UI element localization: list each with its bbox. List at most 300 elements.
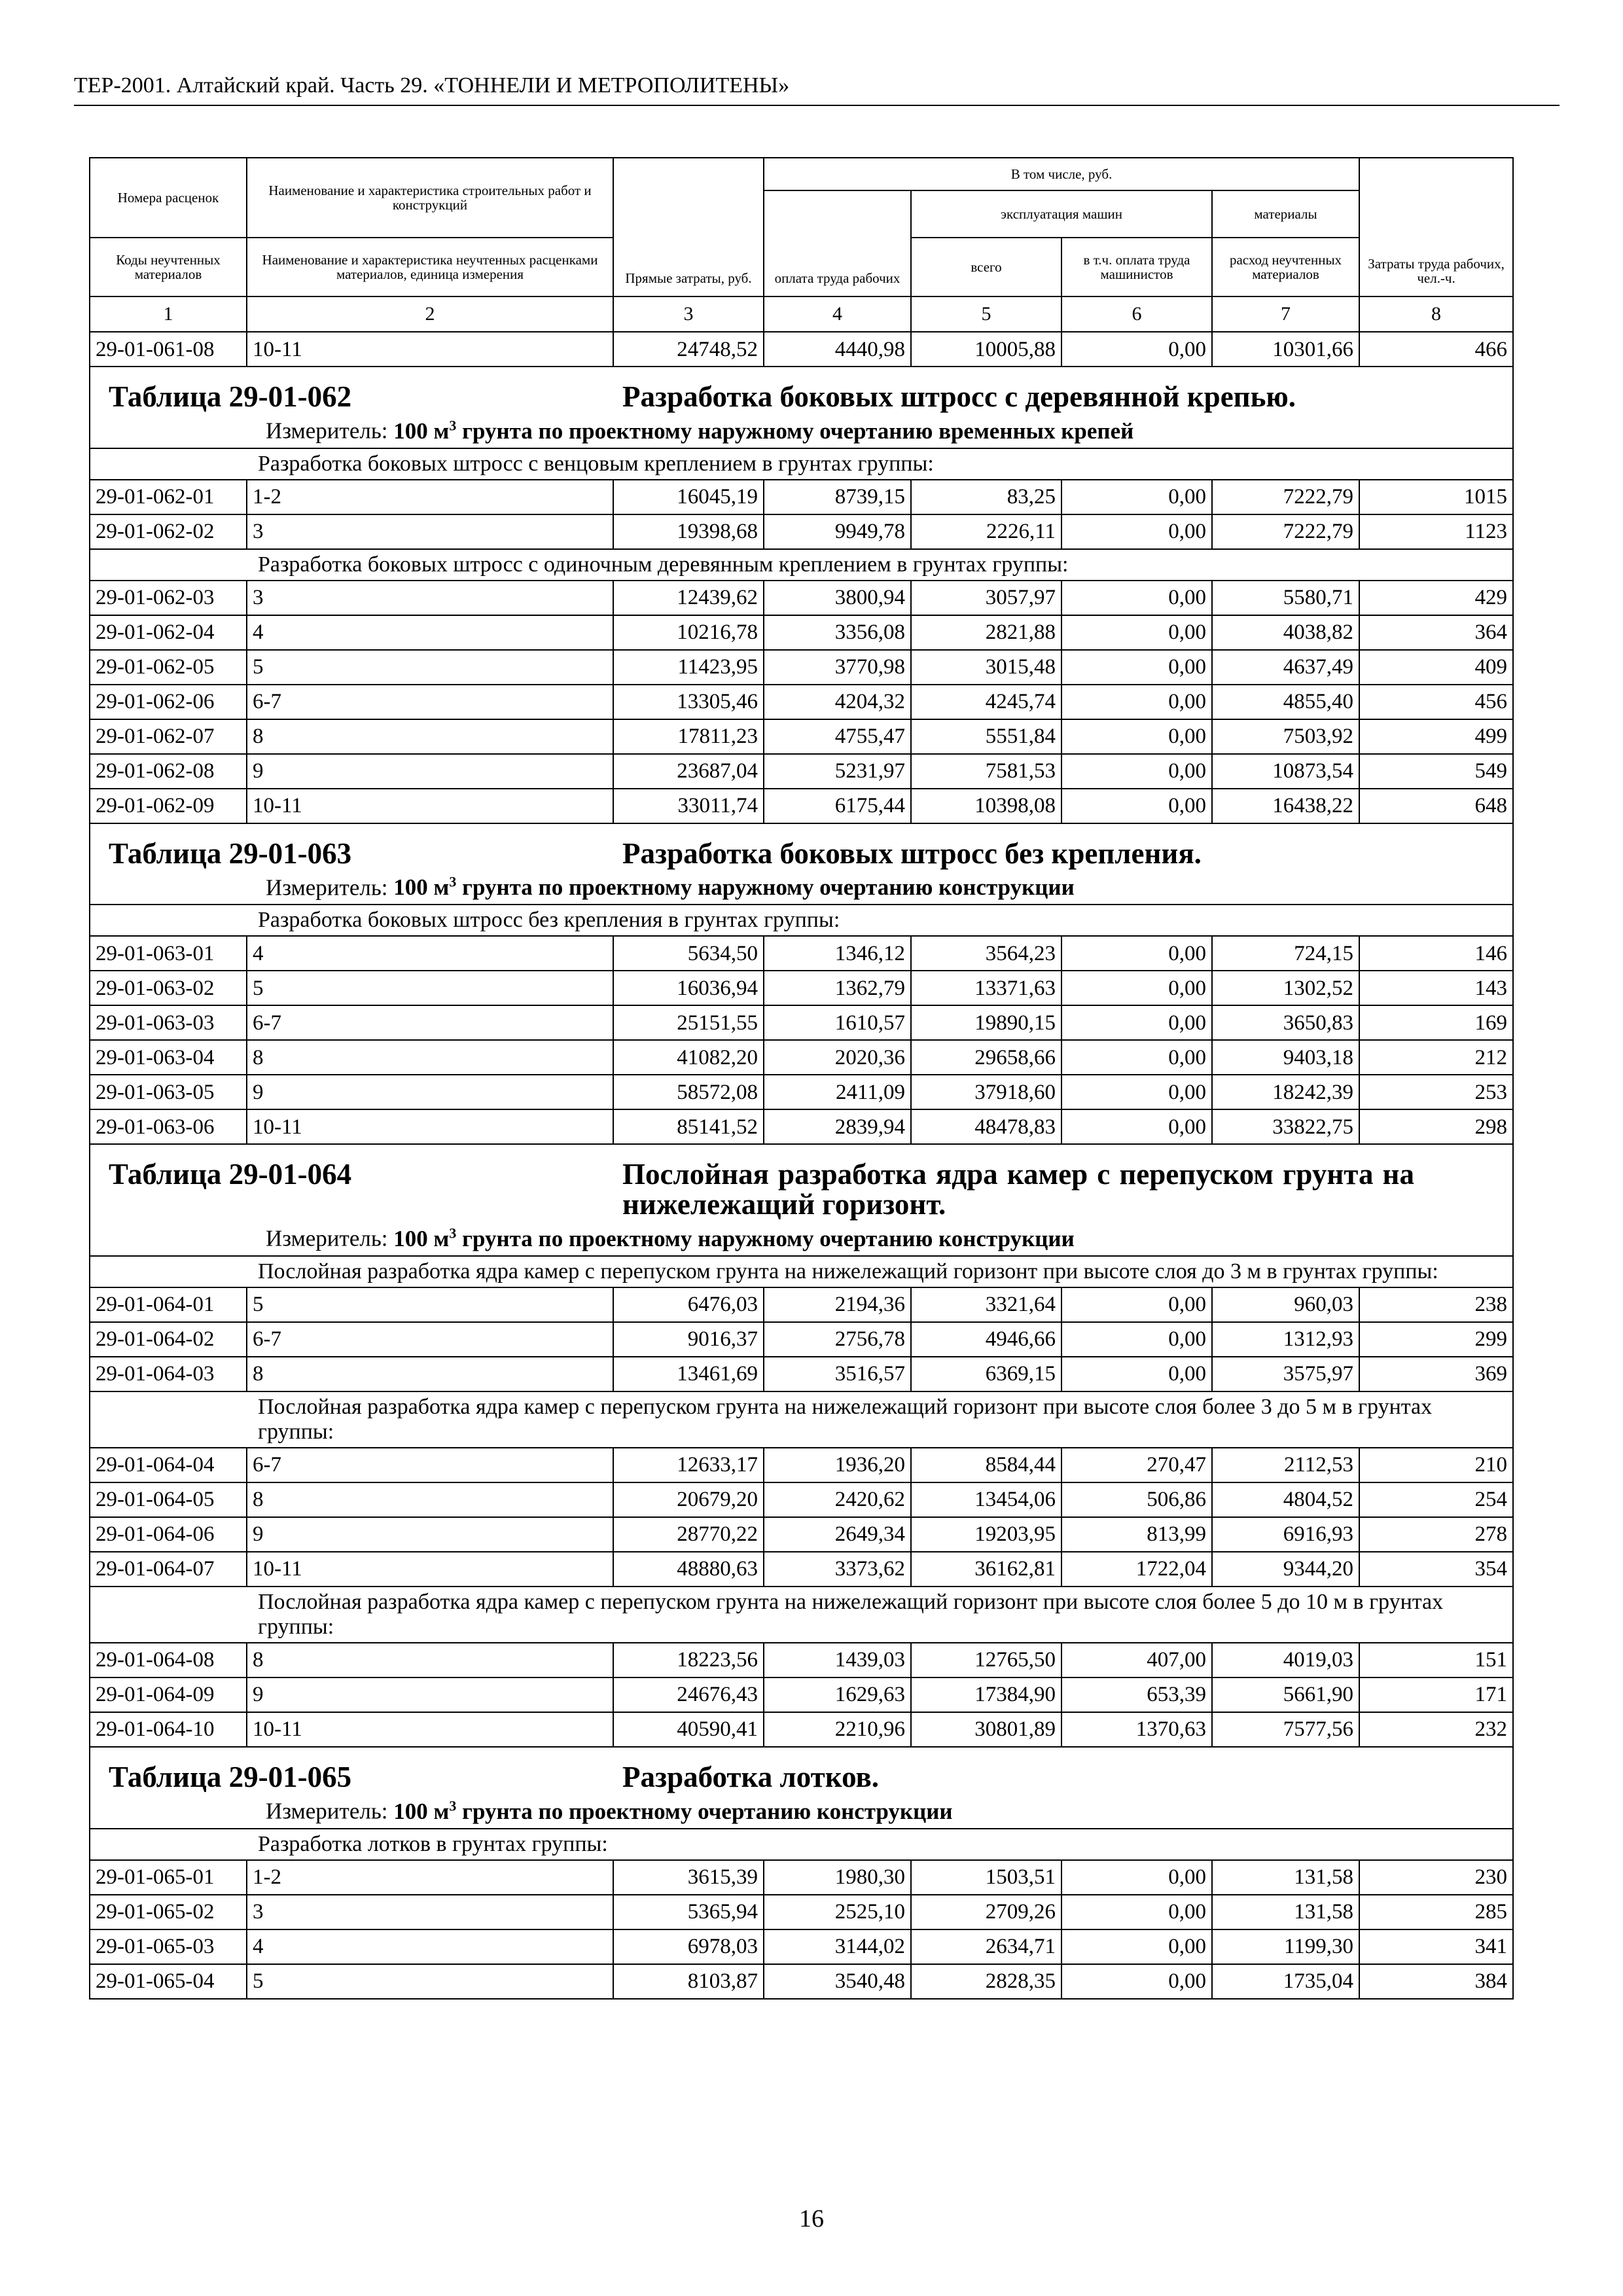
table-name: Разработка боковых штросс без крепления. bbox=[622, 836, 1202, 870]
soil-group: 9 bbox=[247, 1075, 613, 1109]
machines-value: 3564,23 bbox=[911, 936, 1061, 971]
rate-code: 29-01-064-02 bbox=[90, 1322, 247, 1357]
machinist-wages-value: 0,00 bbox=[1061, 581, 1212, 615]
soil-group: 5 bbox=[247, 1964, 613, 1999]
machines-value: 7581,53 bbox=[911, 754, 1061, 789]
page-number: 16 bbox=[799, 2205, 824, 2233]
wages-value: 5231,97 bbox=[764, 754, 911, 789]
section-heading: Разработка боковых штросс без крепления в грунтах группы: bbox=[90, 905, 1513, 936]
machinist-wages-value: 0,00 bbox=[1061, 650, 1212, 685]
labor-value: 341 bbox=[1359, 1929, 1513, 1964]
direct-costs-value: 19398,68 bbox=[613, 514, 764, 549]
table-title-cell bbox=[90, 1144, 1513, 1256]
rate-code: 29-01-062-05 bbox=[90, 650, 247, 685]
labor-value: 648 bbox=[1359, 789, 1513, 823]
labor-value: 369 bbox=[1359, 1357, 1513, 1391]
wages-value: 1629,63 bbox=[764, 1677, 911, 1712]
direct-costs-value: 3615,39 bbox=[613, 1860, 764, 1895]
labor-value: 171 bbox=[1359, 1677, 1513, 1712]
direct-costs-value: 48880,63 bbox=[613, 1552, 764, 1587]
materials-value: 5661,90 bbox=[1212, 1677, 1359, 1712]
measure-unit bbox=[96, 870, 1507, 905]
direct-costs-value: 58572,08 bbox=[613, 1075, 764, 1109]
table-row bbox=[90, 480, 1513, 514]
direct-costs-value: 40590,41 bbox=[613, 1712, 764, 1747]
materials-value: 1302,52 bbox=[1212, 971, 1359, 1005]
wages-value: 2839,94 bbox=[764, 1109, 911, 1144]
direct-costs-value: 20679,20 bbox=[613, 1482, 764, 1517]
labor-value: 354 bbox=[1359, 1552, 1513, 1587]
measure-value-text: 100 м bbox=[393, 874, 450, 901]
soil-group: 3 bbox=[247, 1895, 613, 1929]
soil-group: 5 bbox=[247, 650, 613, 685]
machines-value: 1503,51 bbox=[911, 1860, 1061, 1895]
rate-code: 29-01-064-05 bbox=[90, 1482, 247, 1517]
measure-value bbox=[393, 1799, 952, 1824]
direct-costs-value: 12633,17 bbox=[613, 1448, 764, 1482]
measure-value-text: 100 м bbox=[393, 1225, 450, 1251]
table-row bbox=[90, 1929, 1513, 1964]
table-name: Разработка лотков. bbox=[622, 1760, 880, 1793]
soil-group: 10-11 bbox=[247, 332, 613, 367]
rate-code: 29-01-065-02 bbox=[90, 1895, 247, 1929]
table-row bbox=[90, 719, 1513, 754]
col-machine-total: всего bbox=[911, 238, 1061, 296]
soil-group: 1-2 bbox=[247, 480, 613, 514]
machinist-wages-value: 0,00 bbox=[1061, 480, 1212, 514]
rate-code: 29-01-062-06 bbox=[90, 685, 247, 719]
wages-value: 3540,48 bbox=[764, 1964, 911, 1999]
materials-value: 10301,66 bbox=[1212, 332, 1359, 367]
materials-value: 5580,71 bbox=[1212, 581, 1359, 615]
wages-value: 2525,10 bbox=[764, 1895, 911, 1929]
rate-code: 29-01-062-07 bbox=[90, 719, 247, 754]
table-row bbox=[90, 1287, 1513, 1322]
machinist-wages-value: 0,00 bbox=[1061, 1860, 1212, 1895]
soil-group: 1-2 bbox=[247, 1860, 613, 1895]
table-row bbox=[90, 971, 1513, 1005]
table-number: Таблица 29-01-062 bbox=[109, 380, 352, 413]
soil-group: 10-11 bbox=[247, 789, 613, 823]
materials-value: 10873,54 bbox=[1212, 754, 1359, 789]
measure-value bbox=[393, 1226, 1075, 1251]
col-machine-operation: эксплуатация машин bbox=[911, 190, 1212, 238]
soil-group: 8 bbox=[247, 1482, 613, 1517]
labor-value: 151 bbox=[1359, 1643, 1513, 1677]
labor-value: 298 bbox=[1359, 1109, 1513, 1144]
materials-value: 3650,83 bbox=[1212, 1005, 1359, 1040]
soil-group: 8 bbox=[247, 719, 613, 754]
machinist-wages-value: 0,00 bbox=[1061, 1287, 1212, 1322]
materials-value: 9403,18 bbox=[1212, 1040, 1359, 1075]
wages-value: 1610,57 bbox=[764, 1005, 911, 1040]
machines-value: 2709,26 bbox=[911, 1895, 1061, 1929]
direct-costs-value: 16036,94 bbox=[613, 971, 764, 1005]
table-row bbox=[90, 1677, 1513, 1712]
soil-group: 5 bbox=[247, 1287, 613, 1322]
labor-value: 212 bbox=[1359, 1040, 1513, 1075]
wages-value: 2649,34 bbox=[764, 1517, 911, 1552]
direct-costs-value: 23687,04 bbox=[613, 754, 764, 789]
table-title bbox=[96, 1145, 1507, 1219]
wages-value: 8739,15 bbox=[764, 480, 911, 514]
measure-value bbox=[393, 874, 1075, 900]
machinist-wages-value: 270,47 bbox=[1061, 1448, 1212, 1482]
measure-description: грунта по проектному наружному очертанию временных крепей bbox=[462, 418, 1134, 444]
direct-costs-value: 9016,37 bbox=[613, 1322, 764, 1357]
table-row bbox=[90, 1482, 1513, 1517]
table-row bbox=[90, 1712, 1513, 1747]
rate-code: 29-01-062-09 bbox=[90, 789, 247, 823]
machinist-wages-value: 0,00 bbox=[1061, 685, 1212, 719]
labor-value: 364 bbox=[1359, 615, 1513, 650]
labor-value: 238 bbox=[1359, 1287, 1513, 1322]
materials-value: 131,58 bbox=[1212, 1860, 1359, 1895]
wages-value: 4204,32 bbox=[764, 685, 911, 719]
machines-value: 36162,81 bbox=[911, 1552, 1061, 1587]
measure-label: Измеритель: bbox=[266, 418, 388, 444]
machines-value: 3321,64 bbox=[911, 1287, 1061, 1322]
table-title-cell bbox=[90, 1747, 1513, 1829]
machines-value: 48478,83 bbox=[911, 1109, 1061, 1144]
machinist-wages-value: 0,00 bbox=[1061, 1964, 1212, 1999]
direct-costs-value: 6978,03 bbox=[613, 1929, 764, 1964]
machinist-wages-value: 0,00 bbox=[1061, 754, 1212, 789]
machines-value: 4946,66 bbox=[911, 1322, 1061, 1357]
measure-unit bbox=[96, 413, 1507, 448]
wages-value: 3373,62 bbox=[764, 1552, 911, 1587]
rate-code: 29-01-064-01 bbox=[90, 1287, 247, 1322]
wages-value: 2420,62 bbox=[764, 1482, 911, 1517]
machines-value: 4245,74 bbox=[911, 685, 1061, 719]
machinist-wages-value: 813,99 bbox=[1061, 1517, 1212, 1552]
labor-value: 253 bbox=[1359, 1075, 1513, 1109]
materials-value: 7577,56 bbox=[1212, 1712, 1359, 1747]
table-row bbox=[90, 332, 1513, 367]
machinist-wages-value: 0,00 bbox=[1061, 789, 1212, 823]
labor-value: 285 bbox=[1359, 1895, 1513, 1929]
col-name: Наименование и характеристика строительных работ и конструкций bbox=[247, 158, 613, 238]
col-name-unaccounted: Наименование и характеристика неучтенных расценками материалов, единица измерения bbox=[247, 238, 613, 296]
table-name: Послойная разработка ядра камер с перепуском грунта на нижележащий горизонт. bbox=[622, 1158, 1414, 1221]
soil-group: 9 bbox=[247, 1677, 613, 1712]
machinist-wages-value: 0,00 bbox=[1061, 1075, 1212, 1109]
col-materials-unaccounted: расход неучтенных материалов bbox=[1212, 238, 1359, 296]
wages-value: 4440,98 bbox=[764, 332, 911, 367]
table-row bbox=[90, 789, 1513, 823]
machinist-wages-value: 0,00 bbox=[1061, 1040, 1212, 1075]
table-number: Таблица 29-01-065 bbox=[109, 1760, 352, 1793]
direct-costs-value: 11423,95 bbox=[613, 650, 764, 685]
section-heading-row bbox=[90, 905, 1513, 936]
soil-group: 8 bbox=[247, 1040, 613, 1075]
soil-group: 10-11 bbox=[247, 1552, 613, 1587]
machinist-wages-value: 1370,63 bbox=[1061, 1712, 1212, 1747]
col-materials: материалы bbox=[1212, 190, 1359, 238]
soil-group: 9 bbox=[247, 754, 613, 789]
direct-costs-value: 25151,55 bbox=[613, 1005, 764, 1040]
section-heading: Послойная разработка ядра камер с перепуском грунта на нижележащий горизонт при высоте слоя более 5 до 10 м в грунтах группы: bbox=[90, 1587, 1513, 1643]
wages-value: 3516,57 bbox=[764, 1357, 911, 1391]
measure-superscript: 3 bbox=[449, 1225, 457, 1242]
table-row bbox=[90, 1964, 1513, 1999]
labor-value: 429 bbox=[1359, 581, 1513, 615]
machines-value: 3057,97 bbox=[911, 581, 1061, 615]
direct-costs-value: 10216,78 bbox=[613, 615, 764, 650]
labor-value: 456 bbox=[1359, 685, 1513, 719]
rate-code: 29-01-062-03 bbox=[90, 581, 247, 615]
machinist-wages-value: 0,00 bbox=[1061, 719, 1212, 754]
soil-group: 8 bbox=[247, 1357, 613, 1391]
table-title bbox=[96, 1748, 1507, 1792]
direct-costs-value: 41082,20 bbox=[613, 1040, 764, 1075]
measure-superscript: 3 bbox=[449, 417, 457, 433]
rate-code: 29-01-065-01 bbox=[90, 1860, 247, 1895]
header-rule bbox=[74, 105, 1560, 106]
soil-group: 4 bbox=[247, 936, 613, 971]
machinist-wages-value: 0,00 bbox=[1061, 1005, 1212, 1040]
labor-value: 169 bbox=[1359, 1005, 1513, 1040]
machinist-wages-value: 407,00 bbox=[1061, 1643, 1212, 1677]
table-title-cell bbox=[90, 367, 1513, 448]
machinist-wages-value: 1722,04 bbox=[1061, 1552, 1212, 1587]
section-heading-row bbox=[90, 1587, 1513, 1643]
col-wages: оплата труда рабочих bbox=[764, 190, 911, 296]
section-heading-row bbox=[90, 549, 1513, 581]
wages-value: 2411,09 bbox=[764, 1075, 911, 1109]
wages-value: 9949,78 bbox=[764, 514, 911, 549]
direct-costs-value: 28770,22 bbox=[613, 1517, 764, 1552]
rate-code: 29-01-063-02 bbox=[90, 971, 247, 1005]
table-name: Разработка боковых штросс с деревянной крепью. bbox=[622, 380, 1296, 413]
page-header: ТЕР-2001. Алтайский край. Часть 29. «ТОННЕЛИ И МЕТРОПОЛИТЕНЫ» bbox=[74, 73, 790, 98]
labor-value: 210 bbox=[1359, 1448, 1513, 1482]
machines-value: 19890,15 bbox=[911, 1005, 1061, 1040]
materials-value: 2112,53 bbox=[1212, 1448, 1359, 1482]
soil-group: 10-11 bbox=[247, 1109, 613, 1144]
labor-value: 146 bbox=[1359, 936, 1513, 971]
column-numbers-row bbox=[90, 296, 1513, 332]
materials-value: 4804,52 bbox=[1212, 1482, 1359, 1517]
soil-group: 10-11 bbox=[247, 1712, 613, 1747]
wages-value: 1362,79 bbox=[764, 971, 911, 1005]
measure-value bbox=[393, 418, 1133, 444]
table-row bbox=[90, 1552, 1513, 1587]
direct-costs-value: 5634,50 bbox=[613, 936, 764, 971]
table-row bbox=[90, 1448, 1513, 1482]
machines-value: 2634,71 bbox=[911, 1929, 1061, 1964]
machinist-wages-value: 0,00 bbox=[1061, 1929, 1212, 1964]
column-number: 1 bbox=[90, 296, 247, 332]
machinist-wages-value: 653,39 bbox=[1061, 1677, 1212, 1712]
table-row bbox=[90, 1075, 1513, 1109]
measure-unit bbox=[96, 1793, 1507, 1828]
table-title-cell bbox=[90, 823, 1513, 905]
table-number: Таблица 29-01-064 bbox=[109, 1158, 352, 1191]
soil-group: 6-7 bbox=[247, 1448, 613, 1482]
measure-description: грунта по проектному наружному очертанию конструкции bbox=[462, 874, 1075, 901]
soil-group: 4 bbox=[247, 1929, 613, 1964]
wages-value: 2756,78 bbox=[764, 1322, 911, 1357]
labor-value: 278 bbox=[1359, 1517, 1513, 1552]
direct-costs-value: 85141,52 bbox=[613, 1109, 764, 1144]
col-including: В том числе, руб. bbox=[764, 158, 1359, 190]
rate-code: 29-01-063-01 bbox=[90, 936, 247, 971]
column-number: 8 bbox=[1359, 296, 1513, 332]
measure-value-text: 100 м bbox=[393, 418, 450, 444]
table-title bbox=[96, 824, 1507, 869]
materials-value: 131,58 bbox=[1212, 1895, 1359, 1929]
table-title bbox=[96, 367, 1507, 412]
measure-superscript: 3 bbox=[449, 1797, 457, 1814]
direct-costs-value: 8103,87 bbox=[613, 1964, 764, 1999]
direct-costs-value: 5365,94 bbox=[613, 1895, 764, 1929]
table-title-row bbox=[90, 1747, 1513, 1829]
section-heading: Послойная разработка ядра камер с перепуском грунта на нижележащий горизонт при высоте слоя более 3 до 5 м в грунтах группы: bbox=[90, 1391, 1513, 1448]
materials-value: 16438,22 bbox=[1212, 789, 1359, 823]
materials-value: 4019,03 bbox=[1212, 1643, 1359, 1677]
machines-value: 2828,35 bbox=[911, 1964, 1061, 1999]
direct-costs-value: 13305,46 bbox=[613, 685, 764, 719]
col-codes-unaccounted: Коды неучтенных материалов bbox=[90, 238, 247, 296]
table-row bbox=[90, 685, 1513, 719]
table-row bbox=[90, 754, 1513, 789]
measure-description: грунта по проектному наружному очертанию конструкции bbox=[462, 1225, 1075, 1251]
materials-value: 3575,97 bbox=[1212, 1357, 1359, 1391]
rate-code: 29-01-062-02 bbox=[90, 514, 247, 549]
materials-value: 4637,49 bbox=[1212, 650, 1359, 685]
rate-code: 29-01-064-03 bbox=[90, 1357, 247, 1391]
materials-value: 1199,30 bbox=[1212, 1929, 1359, 1964]
wages-value: 6175,44 bbox=[764, 789, 911, 823]
measure-description: грунта по проектному очертанию конструкции bbox=[462, 1798, 953, 1824]
machines-value: 2226,11 bbox=[911, 514, 1061, 549]
machinist-wages-value: 0,00 bbox=[1061, 514, 1212, 549]
rate-code: 29-01-064-09 bbox=[90, 1677, 247, 1712]
rate-code: 29-01-064-07 bbox=[90, 1552, 247, 1587]
rate-code: 29-01-065-03 bbox=[90, 1929, 247, 1964]
col-machine-wages: в т.ч. оплата труда машинистов bbox=[1061, 238, 1212, 296]
soil-group: 3 bbox=[247, 581, 613, 615]
labor-value: 499 bbox=[1359, 719, 1513, 754]
labor-value: 254 bbox=[1359, 1482, 1513, 1517]
machines-value: 13371,63 bbox=[911, 971, 1061, 1005]
direct-costs-value: 13461,69 bbox=[613, 1357, 764, 1391]
wages-value: 2020,36 bbox=[764, 1040, 911, 1075]
direct-costs-value: 6476,03 bbox=[613, 1287, 764, 1322]
soil-group: 6-7 bbox=[247, 685, 613, 719]
rate-code: 29-01-062-04 bbox=[90, 615, 247, 650]
machinist-wages-value: 0,00 bbox=[1061, 971, 1212, 1005]
labor-value: 549 bbox=[1359, 754, 1513, 789]
direct-costs-value: 18223,56 bbox=[613, 1643, 764, 1677]
direct-costs-value: 12439,62 bbox=[613, 581, 764, 615]
wages-value: 3144,02 bbox=[764, 1929, 911, 1964]
machines-value: 19203,95 bbox=[911, 1517, 1061, 1552]
table-title-row bbox=[90, 367, 1513, 448]
machinist-wages-value: 0,00 bbox=[1061, 1357, 1212, 1391]
materials-value: 1735,04 bbox=[1212, 1964, 1359, 1999]
direct-costs-value: 33011,74 bbox=[613, 789, 764, 823]
machinist-wages-value: 0,00 bbox=[1061, 936, 1212, 971]
wages-value: 2194,36 bbox=[764, 1287, 911, 1322]
column-number: 2 bbox=[247, 296, 613, 332]
soil-group: 9 bbox=[247, 1517, 613, 1552]
materials-value: 960,03 bbox=[1212, 1287, 1359, 1322]
rates-table bbox=[89, 157, 1514, 2000]
materials-value: 7222,79 bbox=[1212, 514, 1359, 549]
rate-code: 29-01-063-06 bbox=[90, 1109, 247, 1144]
rate-code: 29-01-064-10 bbox=[90, 1712, 247, 1747]
wages-value: 3356,08 bbox=[764, 615, 911, 650]
labor-value: 232 bbox=[1359, 1712, 1513, 1747]
section-heading: Разработка боковых штросс с одиночным деревянным креплением в грунтах группы: bbox=[90, 549, 1513, 581]
machines-value: 10005,88 bbox=[911, 332, 1061, 367]
table-row bbox=[90, 936, 1513, 971]
table-row bbox=[90, 1517, 1513, 1552]
section-heading: Разработка лотков в грунтах группы: bbox=[90, 1829, 1513, 1860]
labor-value: 409 bbox=[1359, 650, 1513, 685]
machinist-wages-value: 0,00 bbox=[1061, 1109, 1212, 1144]
col-rates-number: Номера расценок bbox=[90, 158, 247, 238]
table-title-row bbox=[90, 823, 1513, 905]
wages-value: 1346,12 bbox=[764, 936, 911, 971]
labor-value: 299 bbox=[1359, 1322, 1513, 1357]
materials-value: 7222,79 bbox=[1212, 480, 1359, 514]
table-number: Таблица 29-01-063 bbox=[109, 836, 352, 870]
column-number: 6 bbox=[1061, 296, 1212, 332]
machines-value: 5551,84 bbox=[911, 719, 1061, 754]
column-number: 3 bbox=[613, 296, 764, 332]
wages-value: 2210,96 bbox=[764, 1712, 911, 1747]
table-row bbox=[90, 1895, 1513, 1929]
labor-value: 1123 bbox=[1359, 514, 1513, 549]
materials-value: 1312,93 bbox=[1212, 1322, 1359, 1357]
machines-value: 13454,06 bbox=[911, 1482, 1061, 1517]
labor-value: 230 bbox=[1359, 1860, 1513, 1895]
machinist-wages-value: 0,00 bbox=[1061, 615, 1212, 650]
soil-group: 4 bbox=[247, 615, 613, 650]
measure-label: Измеритель: bbox=[266, 1798, 388, 1824]
rate-code: 29-01-062-08 bbox=[90, 754, 247, 789]
materials-value: 9344,20 bbox=[1212, 1552, 1359, 1587]
labor-value: 384 bbox=[1359, 1964, 1513, 1999]
machines-value: 17384,90 bbox=[911, 1677, 1061, 1712]
col-labor-costs: Затраты труда рабочих, чел.-ч. bbox=[1359, 158, 1513, 296]
table-title-row bbox=[90, 1144, 1513, 1256]
measure-label: Измеритель: bbox=[266, 874, 388, 901]
materials-value: 33822,75 bbox=[1212, 1109, 1359, 1144]
materials-value: 4855,40 bbox=[1212, 685, 1359, 719]
soil-group: 3 bbox=[247, 514, 613, 549]
rate-code: 29-01-062-01 bbox=[90, 480, 247, 514]
table-row bbox=[90, 1643, 1513, 1677]
measure-superscript: 3 bbox=[449, 873, 457, 890]
labor-value: 466 bbox=[1359, 332, 1513, 367]
rate-code: 29-01-064-06 bbox=[90, 1517, 247, 1552]
measure-label: Измеритель: bbox=[266, 1225, 388, 1251]
table-row bbox=[90, 514, 1513, 549]
materials-value: 6916,93 bbox=[1212, 1517, 1359, 1552]
direct-costs-value: 24748,52 bbox=[613, 332, 764, 367]
table-row bbox=[90, 1860, 1513, 1895]
section-heading: Послойная разработка ядра камер с перепуском грунта на нижележащий горизонт при высоте слоя до 3 м в грунтах группы: bbox=[90, 1256, 1513, 1287]
wages-value: 1439,03 bbox=[764, 1643, 911, 1677]
table-row bbox=[90, 1005, 1513, 1040]
machinist-wages-value: 0,00 bbox=[1061, 1322, 1212, 1357]
section-heading: Разработка боковых штросс с венцовым креплением в грунтах группы: bbox=[90, 448, 1513, 480]
rate-code: 29-01-064-08 bbox=[90, 1643, 247, 1677]
